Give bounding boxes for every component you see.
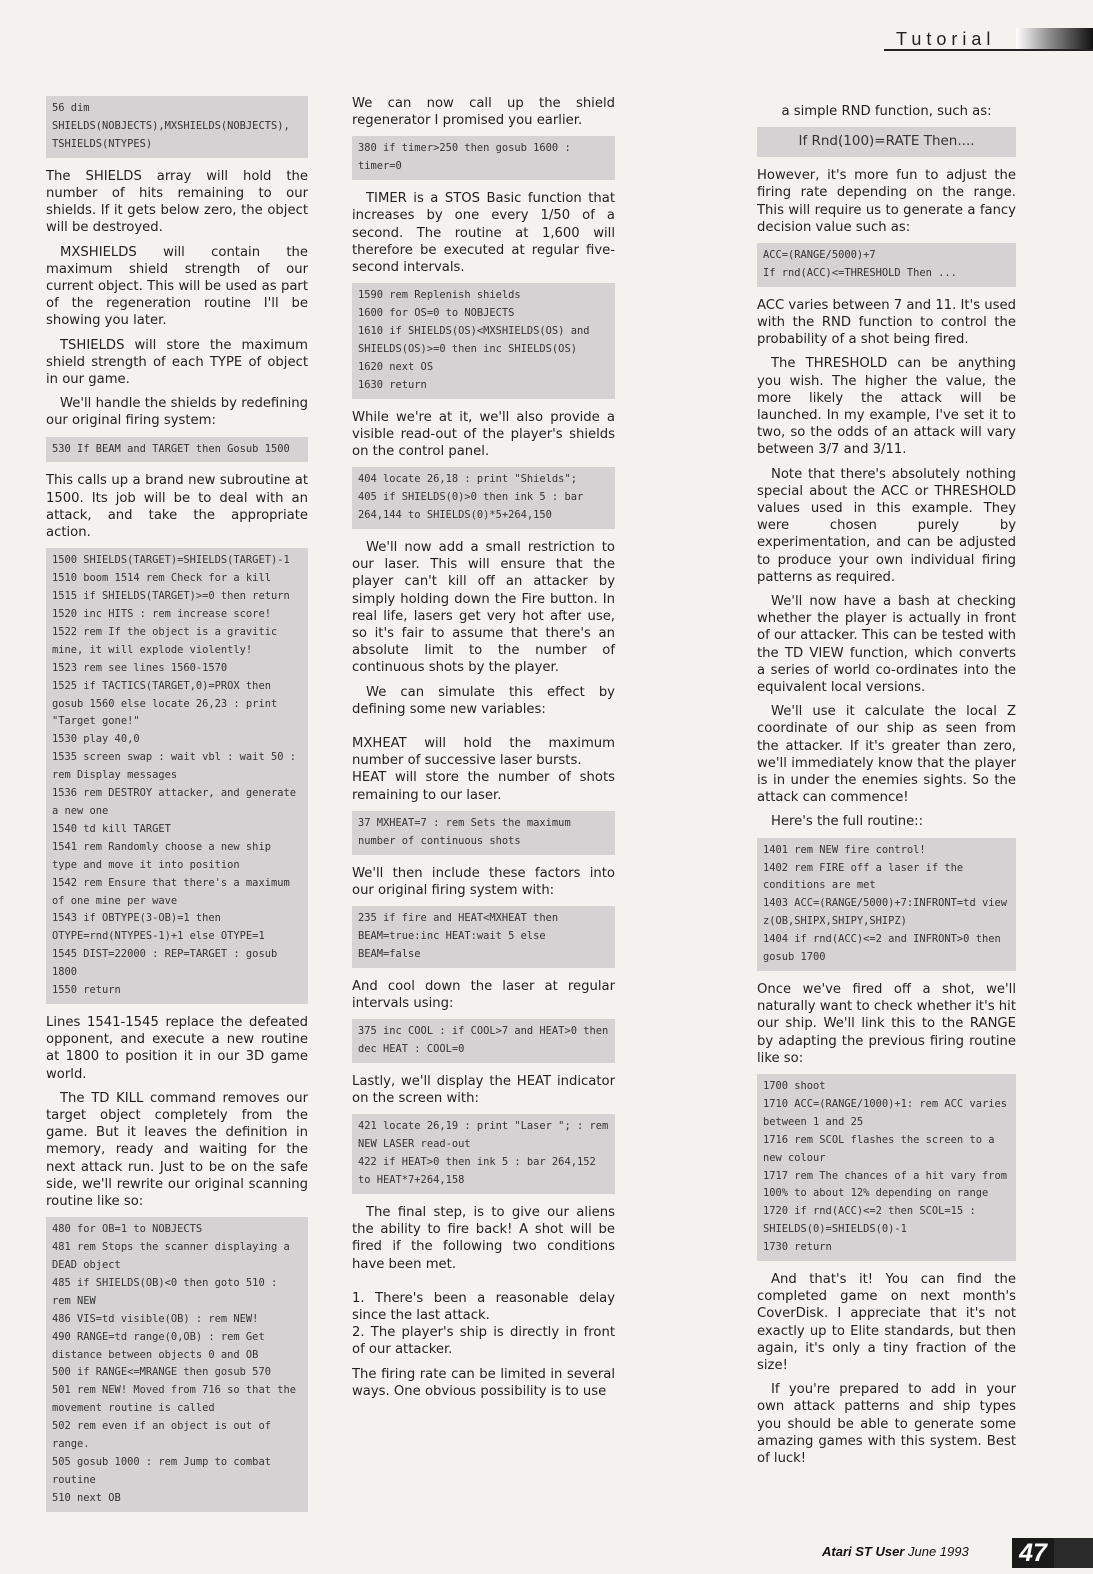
body-paragraph: Lines 1541-1545 replace the defeated opponent, and execute a new routine at 1800 to position it in our 3D game world. — [46, 1014, 308, 1082]
footer-publication — [822, 1544, 1010, 1562]
spacer — [352, 1280, 615, 1290]
body-paragraph: The TD KILL command removes our target object completely from the game. But it leaves the definition in memory, ready and waiting for the next attack run. Just to be on the safe side, we'll rewrite our original scanning routine like so: — [46, 1090, 308, 1209]
code-listing: ACC=(RANGE/5000)+7 If rnd(ACC)<=THRESHOLD Then ... — [757, 243, 1016, 287]
code-listing: 380 if timer>250 then gosub 1600 : timer=0 — [352, 136, 615, 180]
body-paragraph: We'll handle the shields by redefining our original firing system: — [46, 396, 308, 429]
column-2 — [352, 95, 615, 1407]
body-paragraph: MXHEAT will hold the maximum number of successive laser bursts. — [352, 736, 615, 769]
body-paragraph: While we're at it, we'll also provide a visible read-out of the player's shields on the control panel. — [352, 409, 615, 460]
column-1 — [46, 96, 308, 1522]
code-listing: 1590 rem Replenish shields 1600 for OS=0 to NOBJECTS 1610 if SHIELDS(OS)<MXSHIELDS(OS) and SHIELDS(OS)>=0 then inc SHIELDS(OS) 1620 next OS 1630 return — [352, 283, 615, 398]
body-paragraph: The final step, is to give our aliens the ability to fire back! A shot will be fired if the following two conditions have been met. — [352, 1205, 615, 1272]
formula-box: If Rnd(100)=RATE Then.... — [757, 127, 1016, 157]
body-paragraph: However, it's more fun to adjust the firing rate depending on the range. This will require us to generate a fancy decision value such as: — [757, 168, 1016, 235]
body-paragraph: ACC varies between 7 and 11. It's used with the RND function to control the probability of a shot being fired. — [757, 297, 1016, 348]
section-label: Tutorial — [896, 29, 996, 49]
page-number: 47 — [1012, 1538, 1054, 1568]
code-listing: 421 locate 26,19 : print "Laser "; : rem NEW LASER read-out 422 if HEAT>0 then ink 5 : bar 264,152 to HEAT*7+264,158 — [352, 1114, 615, 1194]
body-paragraph: The THRESHOLD can be anything you wish. The higher the value, the more likely the attack will be launched. In my example, I've set it to two, so the odds of an attack will vary between 3/7 and 3/11. — [757, 356, 1016, 458]
column-3 — [757, 103, 1016, 1474]
code-listing: 37 MXHEAT=7 : rem Sets the maximum number of continuous shots — [352, 811, 615, 855]
body-paragraph: The SHIELDS array will hold the number of hits remaining to our shields. If it gets below zero, the object will be destroyed. — [46, 168, 308, 236]
body-paragraph: a simple RND function, such as: — [781, 104, 992, 119]
body-paragraph: MXSHIELDS will contain the maximum shield strength of our current object. This will be used as part of the regeneration routine I'll be showing you later. — [46, 244, 308, 329]
body-paragraph: We can now call up the shield regenerator I promised you earlier. — [352, 96, 615, 129]
body-paragraph: TIMER is a STOS Basic function that increases by one every 1/50 of a second. The routine at 1,600 will therefore be executed at regular five-second intervals. — [352, 191, 615, 276]
body-paragraph: The firing rate can be limited in several ways. One obvious possibility is to use — [352, 1366, 615, 1399]
code-listing: 530 If BEAM and TARGET then Gosub 1500 — [46, 437, 308, 463]
page-number-tab — [1054, 1538, 1093, 1568]
body-paragraph: Once we've fired off a shot, we'll naturally want to check whether it's hit our ship. We'll link this to the RANGE by adapting the previous firing routine like so: — [757, 981, 1016, 1066]
footer-date: June 1993 — [908, 1544, 969, 1559]
body-paragraph: We can simulate this effect by defining some new variables: — [352, 684, 615, 717]
code-listing: 1401 rem NEW fire control! 1402 rem FIRE off a laser if the conditions are met 1403 ACC=(RANGE/5000)+7:INFRONT=td view z(OB,SHIPX,SHIPY,SHIPZ) 1404 if rnd(ACC)<=2 and INFRONT>0 then gosub 1700 — [757, 838, 1016, 971]
header-rule — [884, 49, 1093, 51]
body-paragraph: If you're prepared to add in your own attack patterns and ship types you should be able to generate some amazing games with this system. Best of luck! — [757, 1382, 1016, 1467]
code-listing: 375 inc COOL : if COOL>7 and HEAT>0 then dec HEAT : COOL=0 — [352, 1019, 615, 1063]
body-paragraph: And cool down the laser at regular intervals using: — [352, 978, 615, 1011]
code-listing: 480 for OB=1 to NOBJECTS 481 rem Stops the scanner displaying a DEAD object 485 if SHIELDS(OB)<0 then goto 510 : rem NEW 486 VIS=td visible(OB) : rem NEW! 490 RANGE=td range(0,OB) : rem Get distance between objects 0 and OB 500 if RANGE<=MRANGE then gosub 570 501 rem NEW! Moved from 716 so that the movement routine is called 502 rem even if an object is out of range. 505 gosub 1000 : rem Jump to combat routine 510 next OB — [46, 1217, 308, 1512]
code-listing: 1700 shoot 1710 ACC=(RANGE/1000)+1: rem ACC varies between 1 and 25 1716 rem SCOL flashes the screen to a new colour 1717 rem The chances of a hit vary from 100% to about 12% depending on range 1720 if rnd(ACC)<=2 then SCOL=15 : SHIELDS(0)=SHIELDS(0)-1 1730 return — [757, 1074, 1016, 1261]
body-paragraph: TSHIELDS will store the maximum shield strength of each TYPE of object in our game. — [46, 337, 308, 387]
body-paragraph: Note that there's absolutely nothing special about the ACC or THRESHOLD values used in this example. They were chosen purely by experimentation, and can be adjusted to produce your own individual firing patterns as required. — [757, 466, 1016, 585]
body-paragraph: 2. The player's ship is directly in front of our attacker. — [352, 1325, 615, 1358]
body-paragraph: We'll use it calculate the local Z coordinate of our ship as seen from the attacker. If it's greater than zero, we'll immediately know that the player is in under the enemies sights. So the attack can commence! — [757, 704, 1016, 806]
body-paragraph: We'll then include these factors into our original firing system with: — [352, 865, 615, 898]
body-paragraph: This calls up a brand new subroutine at 1500. Its job will be to deal with an attack, and take the appropriate action. — [46, 473, 308, 541]
code-listing: 404 locate 26,18 : print "Shields"; 405 if SHIELDS(0)>0 then ink 5 : bar 264,144 to SHIELDS(0)*5+264,150 — [352, 467, 615, 529]
body-paragraph: Here's the full routine:: — [771, 814, 924, 830]
body-paragraph: HEAT will store the number of shots remaining to our laser. — [352, 770, 615, 803]
header-gradient-bar — [1016, 28, 1093, 49]
body-paragraph: We'll now add a small restriction to our laser. This will ensure that the player can't kill off an attacker by simply holding down the Fire button. In real life, lasers get very hot after use, so it's fair to assume that there's an absolute limit to the number of continuous shots by the player. — [352, 540, 615, 676]
body-paragraph: Lastly, we'll display the HEAT indicator on the screen with: — [352, 1074, 615, 1107]
code-listing: 56 dim SHIELDS(NOBJECTS),MXSHIELDS(NOBJECTS), TSHIELDS(NTYPES) — [46, 96, 308, 158]
body-paragraph: And that's it! You can find the completed game on next month's CoverDisk. I appreciate that it's not exactly up to Elite standards, but then again, it's only a tiny fraction of the size! — [757, 1272, 1016, 1374]
body-paragraph: We'll now have a bash at checking whether the player is actually in front of our attacker. This can be tested with the TD VIEW function, which converts a series of world co-ordinates into the equivalent local versions. — [757, 593, 1016, 695]
code-listing: 235 if fire and HEAT<MXHEAT then BEAM=true:inc HEAT:wait 5 else BEAM=false — [352, 906, 615, 968]
footer-magazine: Atari ST User — [822, 1544, 905, 1559]
spacer — [352, 725, 615, 735]
body-paragraph: 1. There's been a reasonable delay since the last attack. — [352, 1290, 615, 1324]
code-listing: 1500 SHIELDS(TARGET)=SHIELDS(TARGET)-1 1510 boom 1514 rem Check for a kill 1515 if SHIELDS(TARGET)>=0 then return 1520 inc HITS : rem increase score! 1522 rem If the object is a gravitic mine, it will explode violently! 1523 rem see lines 1560-1570 1525 if TACTICS(TARGET,0)=PROX then gosub 1560 else locate 26,23 : print "Target gone!" 1530 play 40,0 1535 screen swap : wait vbl : wait 50 : rem Display messages 1536 rem DESTROY attacker, and generate a new one 1540 td kill TARGET 1541 rem Randomly choose a new ship type and move it into position 1542 rem Ensure that there's a maximum of one mine per wave 1543 if OBTYPE(3-OB)=1 then OTYPE=rnd(NTYPES-1)+1 else OTYPE=1 1545 DIST=22000 : REP=TARGET : gosub 1800 1550 return — [46, 548, 308, 1004]
